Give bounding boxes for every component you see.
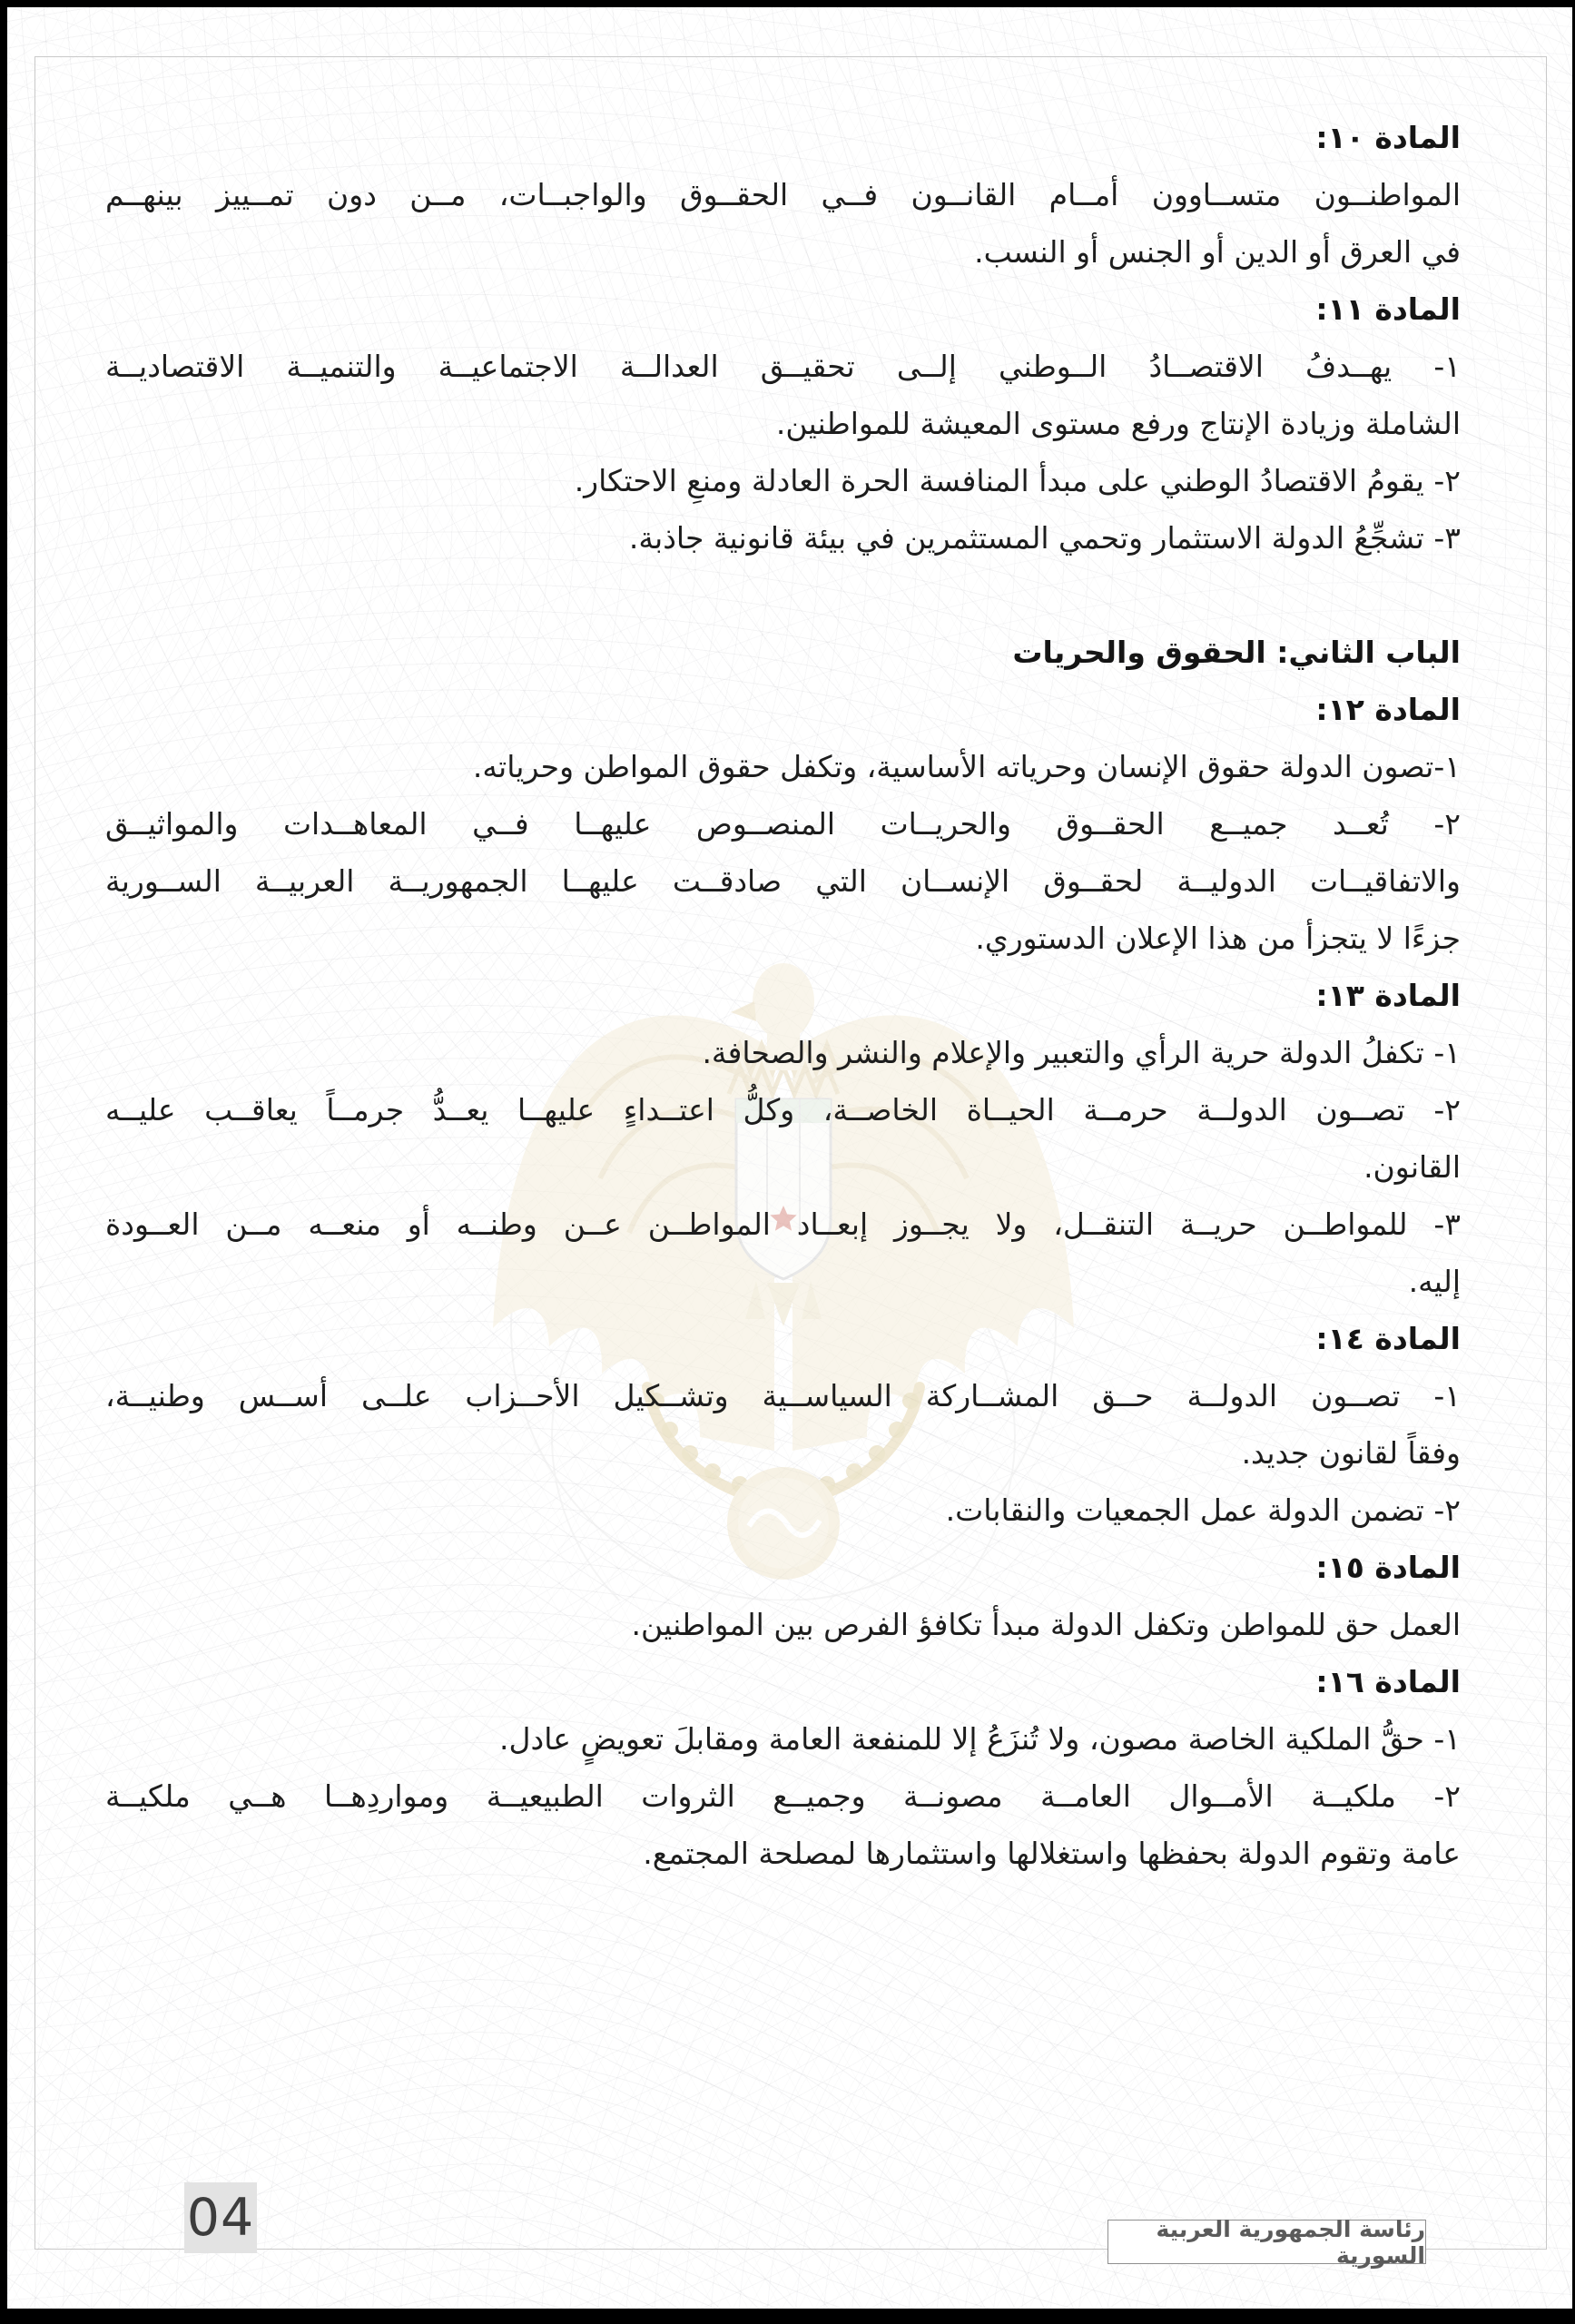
text-line: ٣- للمواطــن حريــة التنقــل، ولا يجــوز إبعــاد المواطــن عــن وطنــه أو منعــه مــن العــودة [105, 1206, 1461, 1242]
text-line: ١- حقُّ الملكية الخاصة مصون، ولا تُنزَعُ إلا للمنفعة العامة ومقابلَ تعويضٍ عادل. [499, 1721, 1461, 1757]
document-page [7, 7, 1572, 2309]
text-line: جزءًا لا يتجزأ من هذا الإعلان الدستوري. [975, 921, 1461, 956]
text-line: ٢- تُعــد جميــع الحقــوق والحريــات المنصــوص عليهــا فــي المعاهــدات والمواثيــق [105, 806, 1461, 842]
text-line: ١- تصــون الدولــة حــق المشــاركة السياســية وتشــكيل الأحــزاب علــى أســس وطنيــة، [105, 1378, 1461, 1413]
text-line: ٢- يقومُ الاقتصادُ الوطني على مبدأ المنافسة الحرة العادلة ومنعِ الاحتكار. [574, 463, 1461, 498]
presidency-footer-text: رئاسة الجمهورية العربية السورية [1156, 2215, 1425, 2269]
text-line: ٢- تضمن الدولة عمل الجمعيات والنقابات. [945, 1492, 1461, 1528]
document-body [105, 109, 1461, 1882]
text-line: عامة وتقوم الدولة بحفظها واستغلالها واستثمارها لمصلحة المجتمع. [643, 1836, 1461, 1871]
text-line: ٣- تشجِّعُ الدولة الاستثمار وتحمي المستثمرين في بيئة قانونية جاذبة. [628, 520, 1461, 556]
article-heading: المادة ١١: [1315, 291, 1461, 327]
article-heading: المادة ١٢: [1315, 692, 1461, 727]
text-line: والاتفاقيــات الدوليــة لحقــوق الإنســان التي صادقــت عليهــا الجمهوريــة العربيــة الســورية [105, 863, 1461, 899]
article-heading: المادة ١٠: [1315, 120, 1461, 155]
text-line: وفقاً لقانون جديد. [1241, 1435, 1461, 1471]
page-number: 04 [186, 2188, 255, 2248]
text-line: ٢- ملكيــة الأمــوال العامــة مصونــة وجميــع الثروات الطبيعيــة ومواردِهــا هــي ملكيــة [105, 1778, 1461, 1814]
text-line: ١-تصون الدولة حقوق الإنسان وحرياته الأساسية، وتكفل حقوق المواطن وحرياته. [472, 749, 1461, 784]
text-line: ٢- تصــون الدولــة حرمــة الحيــاة الخاصــة، وكلُّ اعتــداءٍ عليهــا يعــدُّ جرمــاً يعاقــب عليــه [105, 1092, 1461, 1128]
presidency-footer-label [1107, 2215, 1426, 2269]
article-heading: المادة ١٤: [1315, 1321, 1461, 1356]
text-line: الشاملة وزيادة الإنتاج ورفع مستوى المعيشة للمواطنين. [775, 406, 1461, 441]
text-line: ١- يهــدفُ الاقتصــادُ الــوطني إلــى تحقيــق العدالــة الاجتماعيــة والتنميــة الاقتصاديــة [105, 349, 1461, 384]
text-line: المواطنــون متســاوون أمــام القانــون فــي الحقــوق والواجبــات، مــن دون تمــييز بينهــم [105, 177, 1461, 212]
article-heading: المادة ١٣: [1315, 978, 1461, 1013]
page-number-badge [184, 2182, 257, 2253]
text-line: ١- تكفلُ الدولة حرية الرأي والتعبير والإعلام والنشر والصحافة. [702, 1035, 1461, 1070]
text-line: إليه. [1408, 1264, 1461, 1299]
article-heading: المادة ١٥: [1315, 1550, 1461, 1585]
text-line: القانون. [1363, 1149, 1461, 1185]
section-heading: الباب الثاني: الحقوق والحريات [1012, 635, 1461, 670]
article-heading: المادة ١٦: [1315, 1664, 1461, 1699]
text-line: العمل حق للمواطن وتكفل الدولة مبدأ تكافؤ الفرص بين المواطنين. [631, 1607, 1461, 1642]
text-line: في العرق أو الدين أو الجنس أو النسب. [974, 234, 1461, 270]
